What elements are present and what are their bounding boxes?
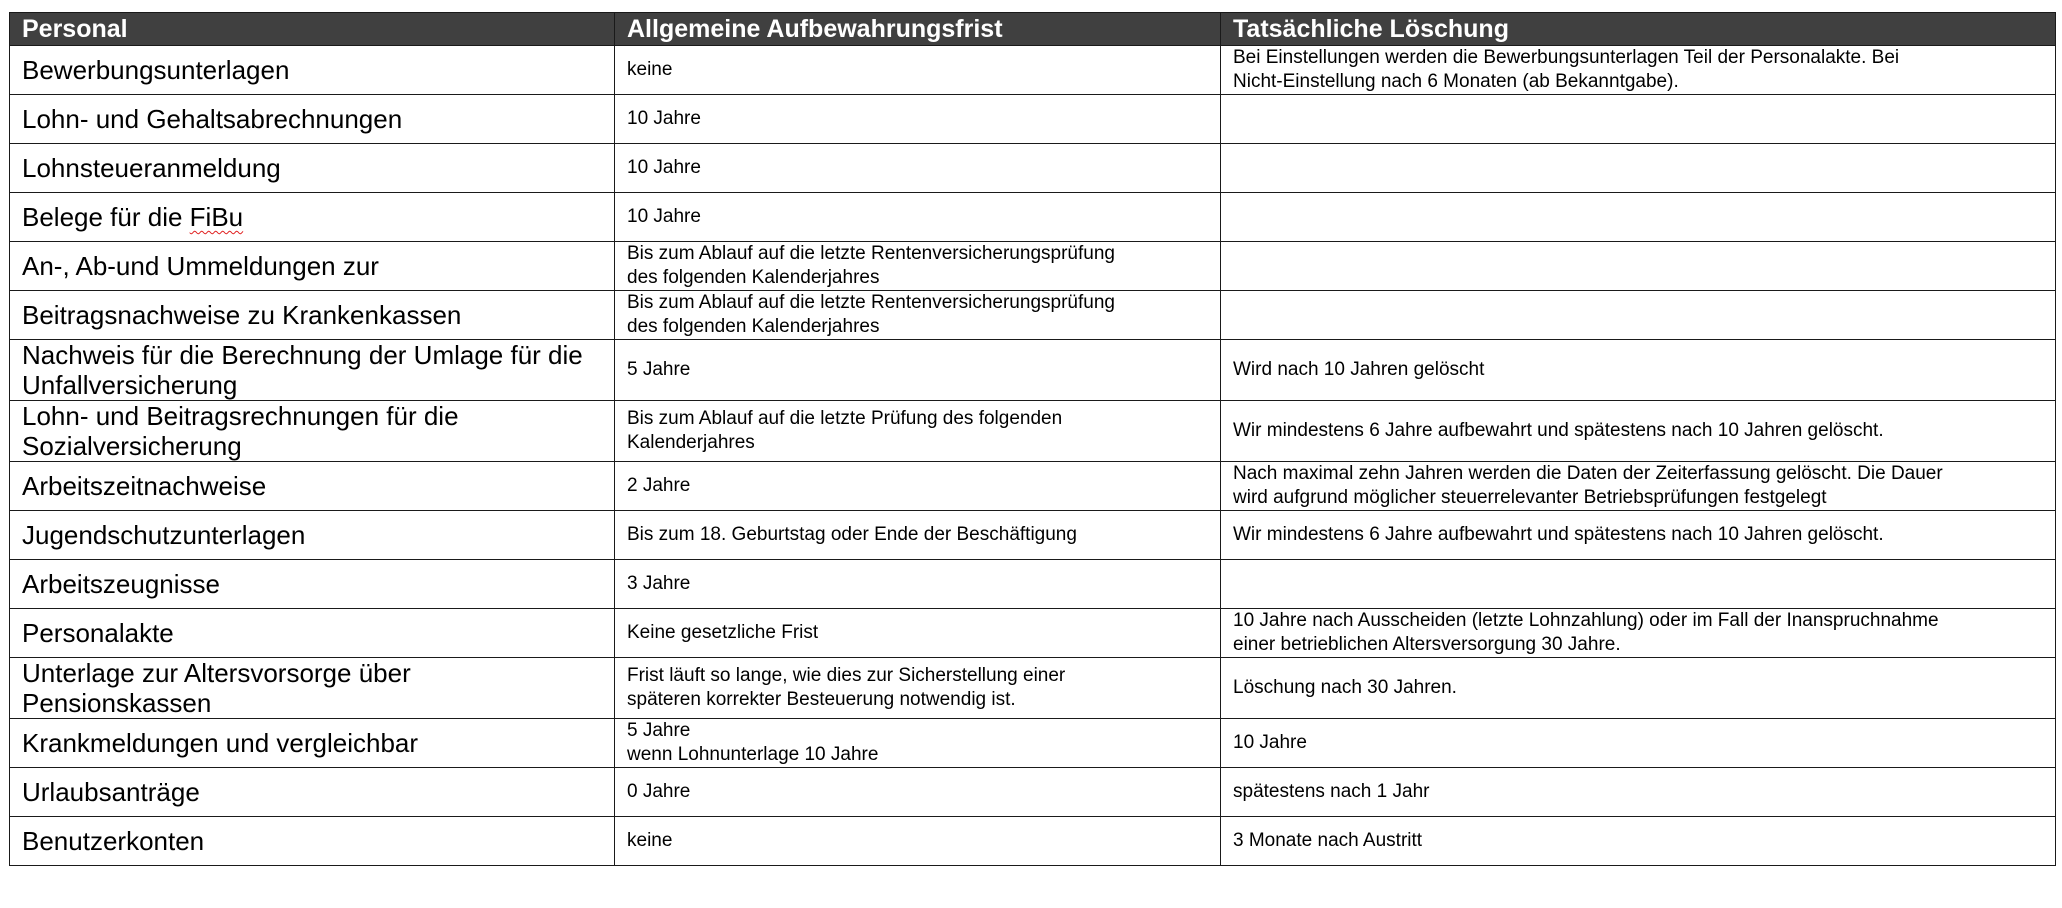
category-text: Belege für die [22,202,190,232]
deletion-cell [1221,144,2056,193]
category-cell: Unterlage zur Altersvorsorge über Pensionskassen [10,658,615,719]
table-row [10,242,2056,291]
table-body [10,46,2056,866]
table-row [10,462,2056,511]
header-personal: Personal [10,13,615,46]
retention-cell: 5 Jahre [615,340,1221,401]
retention-cell: 3 Jahre [615,560,1221,609]
category-cell: Lohn- und Beitragsrechnungen für die Sozialversicherung [10,401,615,462]
header-retention-period: Allgemeine Aufbewahrungsfrist [615,13,1221,46]
table-row [10,511,2056,560]
table-row [10,46,2056,95]
retention-cell: 2 Jahre [615,462,1221,511]
table-row [10,193,2056,242]
retention-cell: Bis zum Ablauf auf die letzte Rentenversicherungsprüfung des folgenden Kalenderjahres [615,242,1221,291]
deletion-cell: spätestens nach 1 Jahr [1221,768,2056,817]
category-cell: Nachweis für die Berechnung der Umlage für die Unfallversicherung [10,340,615,401]
table-row [10,609,2056,658]
table-row [10,719,2056,768]
retention-cell: 10 Jahre [615,144,1221,193]
table-row [10,95,2056,144]
category-cell: Urlaubsanträge [10,768,615,817]
deletion-cell: Wir mindestens 6 Jahre aufbewahrt und spätestens nach 10 Jahren gelöscht. [1221,511,2056,560]
category-cell: Jugendschutzunterlagen [10,511,615,560]
table-row [10,144,2056,193]
table-row [10,560,2056,609]
table-row [10,768,2056,817]
spellcheck-marked-word: FiBu [189,202,244,232]
category-cell: Personalakte [10,609,615,658]
retention-cell: keine [615,46,1221,95]
deletion-cell: Wir mindestens 6 Jahre aufbewahrt und spätestens nach 10 Jahren gelöscht. [1221,401,2056,462]
table-row [10,291,2056,340]
category-cell: An-, Ab-und Ummeldungen zur [10,242,615,291]
deletion-cell: Wird nach 10 Jahren gelöscht [1221,340,2056,401]
retention-cell: 10 Jahre [615,193,1221,242]
deletion-cell: 3 Monate nach Austritt [1221,817,2056,866]
retention-cell: Frist läuft so lange, wie dies zur Sicherstellung einer späteren korrekter Besteuerung notwendig ist. [615,658,1221,719]
deletion-cell: 10 Jahre nach Ausscheiden (letzte Lohnzahlung) oder im Fall der Inanspruchnahme einer betrieblichen Altersversorgung 30 Jahre. [1221,609,2056,658]
deletion-cell [1221,242,2056,291]
category-cell: Lohn- und Gehaltsabrechnungen [10,95,615,144]
header-actual-deletion: Tatsächliche Löschung [1221,13,2056,46]
retention-cell: Keine gesetzliche Frist [615,609,1221,658]
category-cell: Arbeitszeugnisse [10,560,615,609]
table-header [10,13,2056,46]
category-cell: Arbeitszeitnachweise [10,462,615,511]
category-cell: Bewerbungsunterlagen [10,46,615,95]
retention-cell: Bis zum Ablauf auf die letzte Rentenversicherungsprüfung des folgenden Kalenderjahres [615,291,1221,340]
deletion-cell [1221,560,2056,609]
retention-cell: 10 Jahre [615,95,1221,144]
deletion-cell: 10 Jahre [1221,719,2056,768]
category-cell: Beitragsnachweise zu Krankenkassen [10,291,615,340]
retention-cell: 5 Jahre wenn Lohnunterlage 10 Jahre [615,719,1221,768]
retention-cell: 0 Jahre [615,768,1221,817]
category-cell: Krankmeldungen und vergleichbar [10,719,615,768]
retention-cell: Bis zum Ablauf auf die letzte Prüfung des folgenden Kalenderjahres [615,401,1221,462]
retention-table [9,12,2056,866]
header-row [10,13,2056,46]
deletion-cell [1221,291,2056,340]
deletion-cell [1221,193,2056,242]
retention-cell: Bis zum 18. Geburtstag oder Ende der Beschäftigung [615,511,1221,560]
table-row [10,401,2056,462]
table-row [10,658,2056,719]
deletion-cell: Löschung nach 30 Jahren. [1221,658,2056,719]
deletion-cell [1221,95,2056,144]
deletion-cell: Nach maximal zehn Jahren werden die Daten der Zeiterfassung gelöscht. Die Dauer wird aufgrund möglicher steuerrelevanter Betriebsprüfungen festgelegt [1221,462,2056,511]
deletion-cell: Bei Einstellungen werden die Bewerbungsunterlagen Teil der Personalakte. Bei Nicht-Einstellung nach 6 Monaten (ab Bekanntgabe). [1221,46,2056,95]
table-row [10,340,2056,401]
category-cell: Lohnsteueranmeldung [10,144,615,193]
category-cell: Benutzerkonten [10,817,615,866]
table-row [10,817,2056,866]
category-cell [10,193,615,242]
retention-cell: keine [615,817,1221,866]
